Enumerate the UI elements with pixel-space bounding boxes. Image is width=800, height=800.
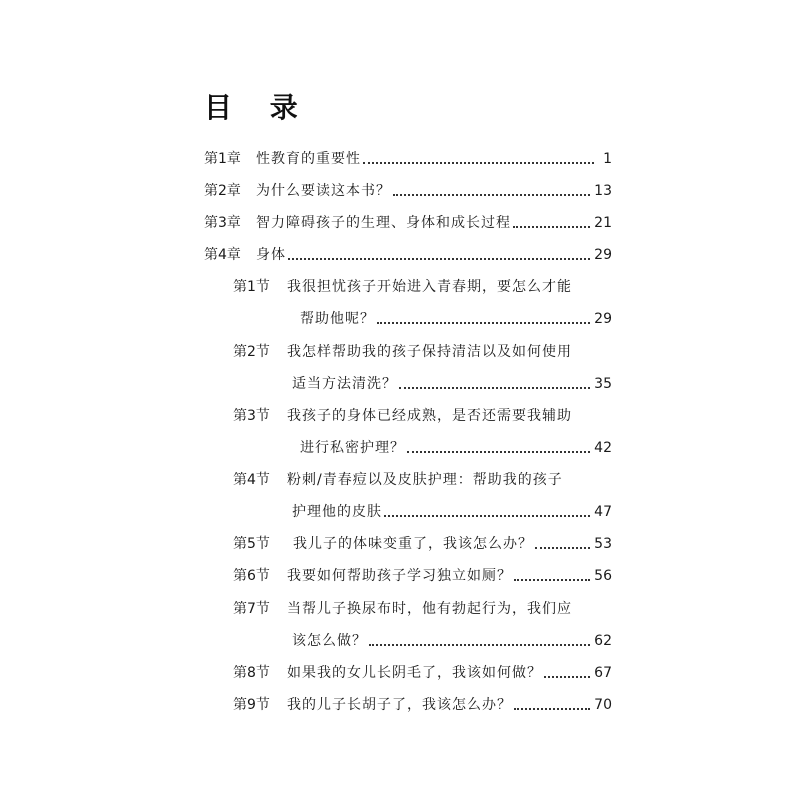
section-number: 第8节 — [233, 665, 270, 681]
section-title: 我的儿子长胡子了，我该怎么办？ — [287, 697, 512, 713]
section-number: 第1节 — [233, 279, 270, 295]
toc-entry-chapter-1[interactable] — [204, 146, 612, 168]
section-number: 第3节 — [233, 408, 270, 424]
chapter-number: 第2章 — [204, 183, 241, 199]
chapter-title: 身体 — [256, 247, 286, 263]
section-number: 第5节 — [233, 536, 270, 552]
toc-entry-section-7[interactable] — [233, 596, 572, 618]
toc-entry-section-3-cont[interactable] — [300, 435, 612, 457]
page-number: 67 — [594, 665, 612, 681]
section-number: 第4节 — [233, 472, 270, 488]
toc-entry-section-7-cont[interactable] — [292, 628, 612, 650]
section-title-line1: 当帮儿子换尿布时，他有勃起行为，我们应 — [287, 601, 572, 617]
page-number: 21 — [594, 215, 612, 231]
section-title-line2: 进行私密护理？ — [300, 440, 405, 456]
page-number: 53 — [594, 536, 612, 552]
chapter-number: 第3章 — [204, 215, 241, 231]
chapter-title: 智力障碍孩子的生理、身体和成长过程 — [256, 215, 511, 231]
page-title: 目 录 — [204, 91, 312, 124]
section-title-line2: 该怎么做？ — [292, 633, 367, 649]
toc-entry-section-5[interactable] — [233, 531, 612, 553]
page-number: 35 — [594, 376, 612, 392]
dot-leader — [407, 451, 590, 453]
section-title-line1: 我孩子的身体已经成熟，是否还需要我辅助 — [287, 408, 572, 424]
section-title: 我要如何帮助孩子学习独立如厕？ — [287, 568, 512, 584]
section-title-line2: 护理他的皮肤 — [292, 504, 382, 520]
toc-entry-section-2-cont[interactable] — [292, 371, 612, 393]
toc-entry-section-1[interactable] — [233, 274, 572, 296]
toc-entry-section-3[interactable] — [233, 403, 572, 425]
page-number: 29 — [594, 247, 612, 263]
dot-leader — [288, 258, 590, 260]
page-number: 1 — [603, 151, 612, 167]
section-number: 第2节 — [233, 344, 270, 360]
page-number: 56 — [594, 568, 612, 584]
dot-leader — [384, 515, 590, 517]
toc-entry-section-4[interactable] — [233, 467, 563, 489]
dot-leader — [377, 322, 590, 324]
dot-leader — [514, 579, 590, 581]
toc-entry-section-6[interactable] — [233, 563, 612, 585]
section-title: 如果我的女儿长阴毛了，我该如何做？ — [287, 665, 542, 681]
chapter-number: 第4章 — [204, 247, 241, 263]
section-title-line2: 帮助他呢？ — [300, 311, 375, 327]
section-title-line1: 粉刺/青春痘以及皮肤护理：帮助我的孩子 — [287, 472, 563, 488]
dot-leader — [363, 162, 594, 164]
dot-leader — [544, 676, 590, 678]
section-number: 第7节 — [233, 601, 270, 617]
toc-entry-section-4-cont[interactable] — [292, 499, 612, 521]
page-number: 47 — [594, 504, 612, 520]
dot-leader — [513, 226, 590, 228]
toc-entry-section-2[interactable] — [233, 339, 572, 361]
section-title-line1: 我怎样帮助我的孩子保持清洁以及如何使用 — [287, 344, 572, 360]
section-number: 第6节 — [233, 568, 270, 584]
chapter-title: 为什么要读这本书？ — [256, 183, 391, 199]
section-title: 我儿子的体味变重了，我该怎么办？ — [293, 536, 533, 552]
page-number: 70 — [594, 697, 612, 713]
section-number: 第9节 — [233, 697, 270, 713]
toc-entry-section-9[interactable] — [233, 692, 612, 714]
dot-leader — [535, 547, 590, 549]
section-title-line1: 我很担忧孩子开始进入青春期，要怎么才能 — [287, 279, 572, 295]
toc-entry-section-1-cont[interactable] — [300, 306, 612, 328]
toc-entry-chapter-3[interactable] — [204, 210, 612, 232]
section-title-line2: 适当方法清洗？ — [292, 376, 397, 392]
toc-entry-chapter-2[interactable] — [204, 178, 612, 200]
chapter-title: 性教育的重要性 — [256, 151, 361, 167]
page-number: 62 — [594, 633, 612, 649]
toc-entry-chapter-4[interactable] — [204, 242, 612, 264]
dot-leader — [369, 644, 590, 646]
dot-leader — [393, 194, 590, 196]
dot-leader — [399, 387, 590, 389]
chapter-number: 第1章 — [204, 151, 241, 167]
page-number: 13 — [594, 183, 612, 199]
page-number: 29 — [594, 311, 612, 327]
page-number: 42 — [594, 440, 612, 456]
dot-leader — [514, 708, 590, 710]
toc-entry-section-8[interactable] — [233, 660, 612, 682]
